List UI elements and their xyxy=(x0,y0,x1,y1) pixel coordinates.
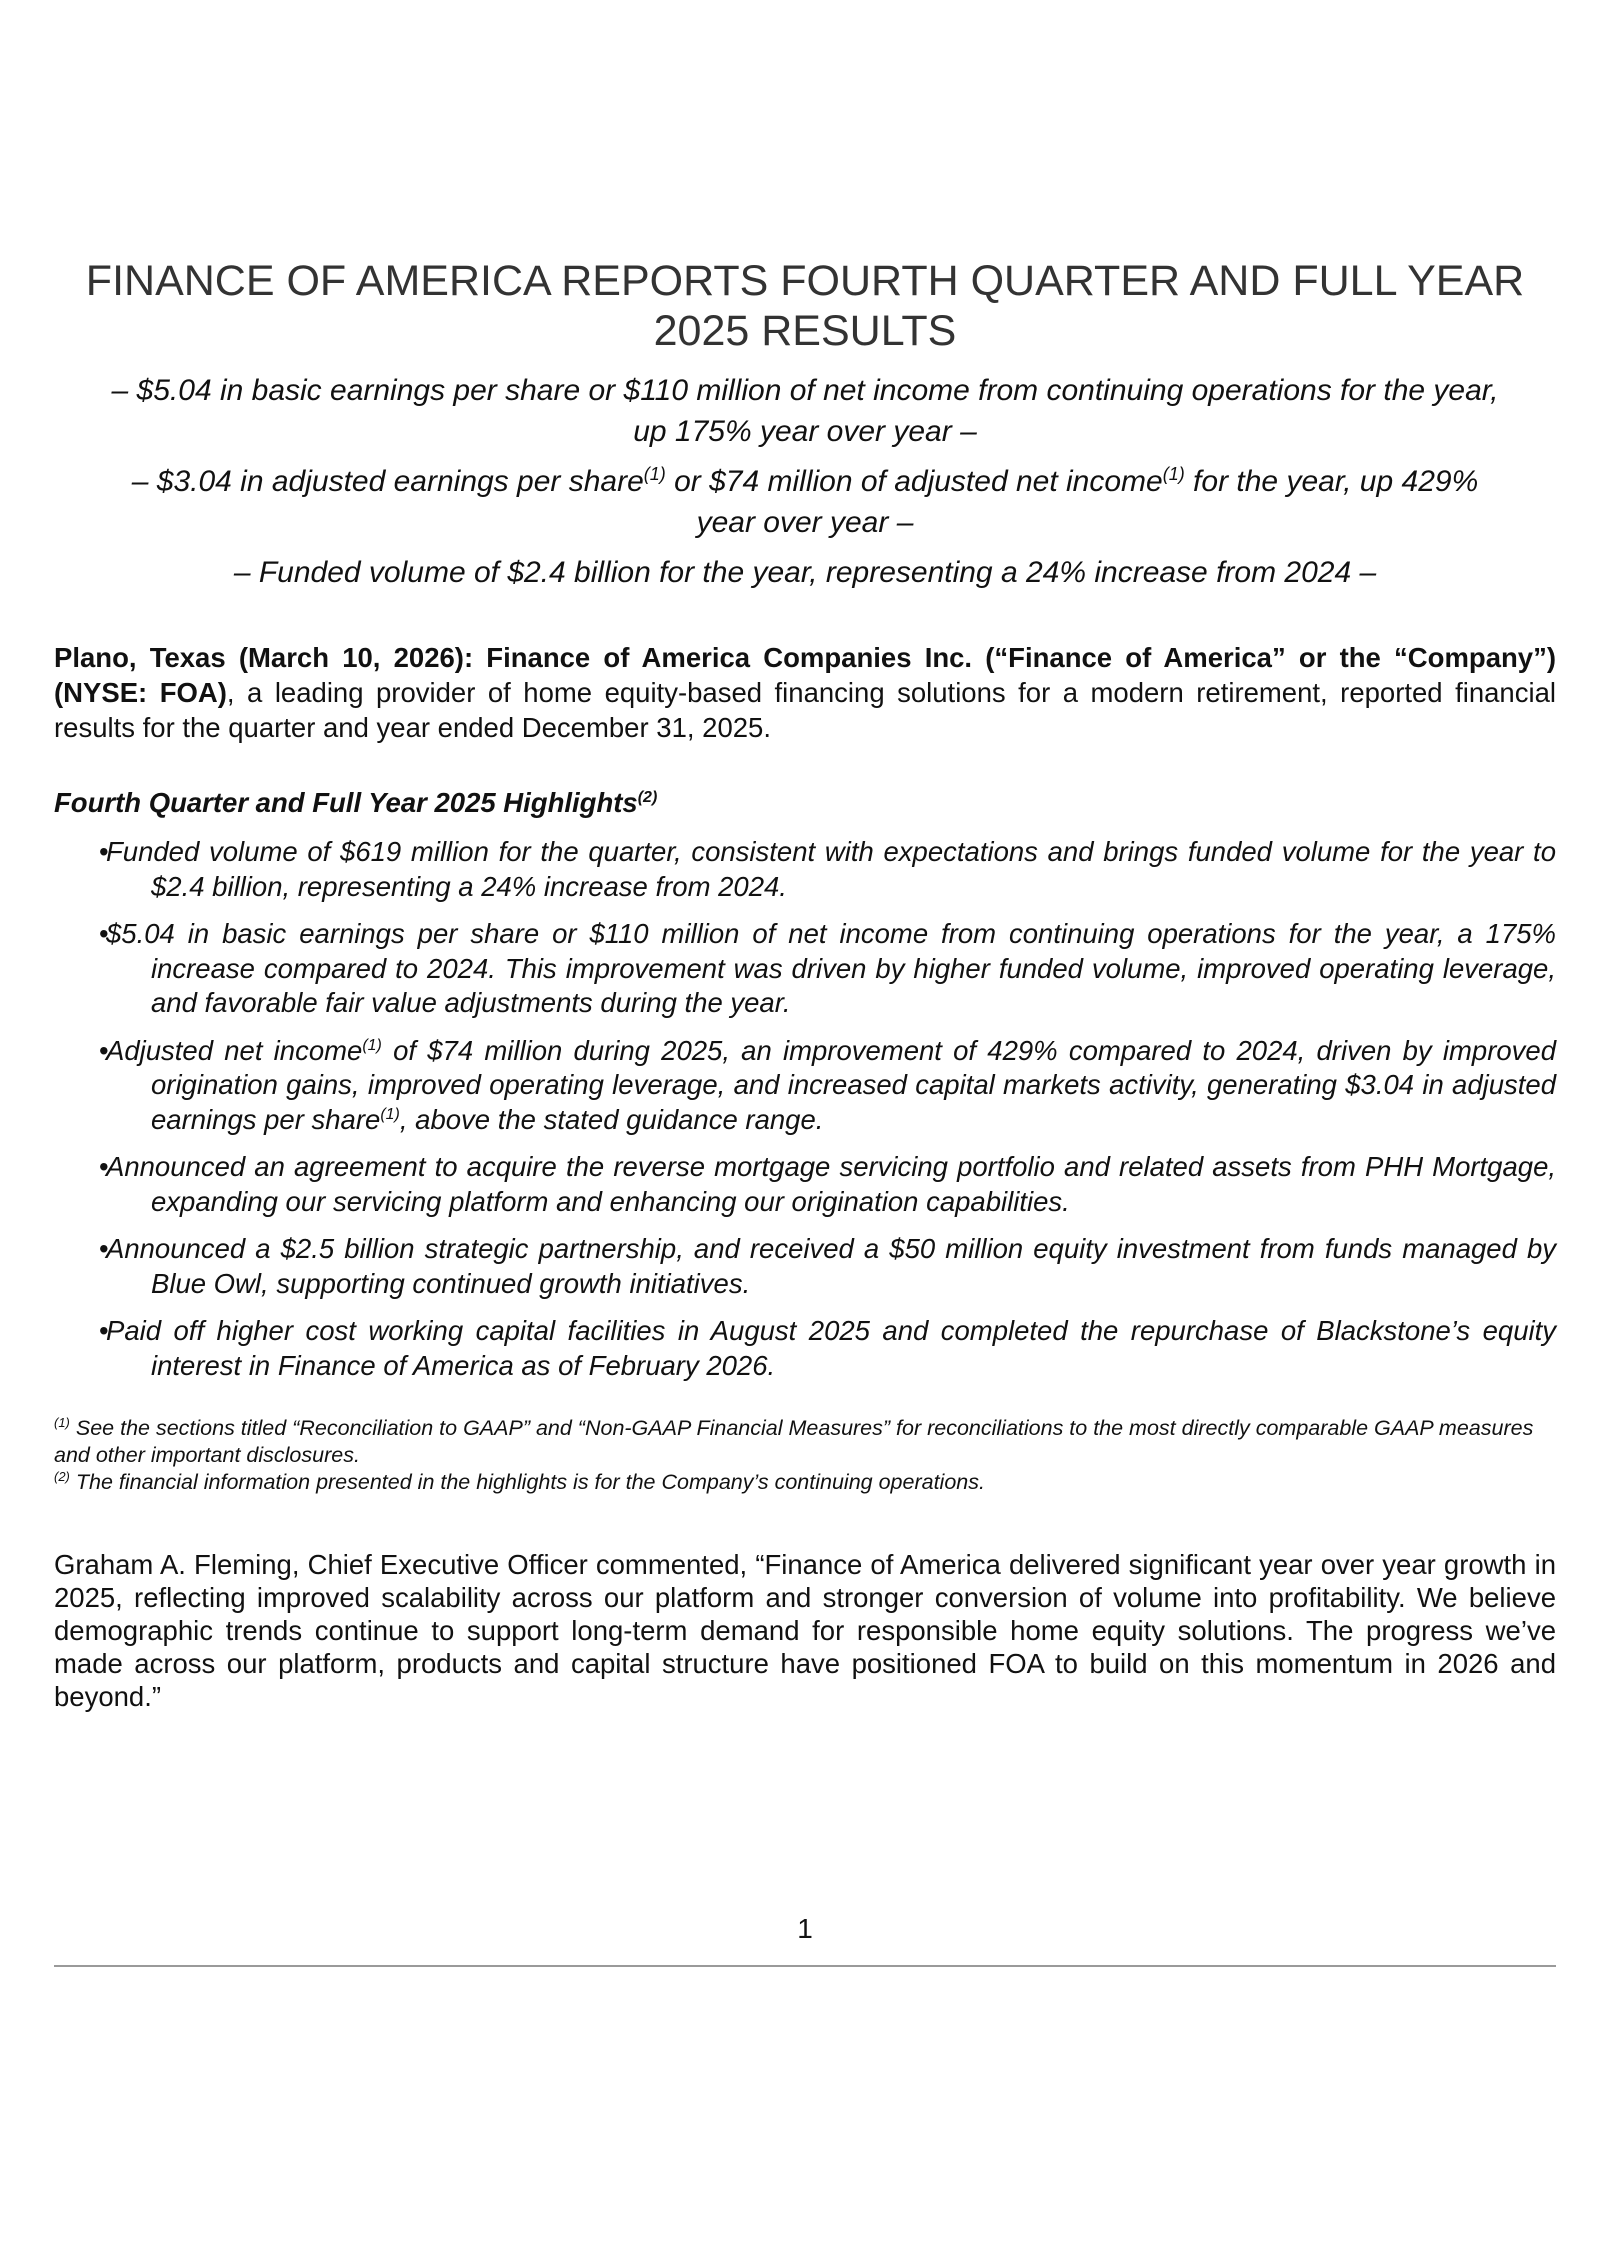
subheadline-adjusted-part-2: or $74 million of adjusted net income xyxy=(665,465,1163,498)
subheadline-adjusted-line-2: year over year – xyxy=(696,506,914,539)
footnote-text: The financial information presented in the highlights is for the Company’s continuing operations. xyxy=(69,1470,985,1494)
footnote-ref: (1) xyxy=(380,1105,400,1123)
footnote-1 xyxy=(54,1415,1556,1469)
ceo-quote-paragraph: Graham A. Fleming, Chief Executive Officer commented, “Finance of America delivered significant year over year growth in 2025, reflecting improved scalability across our platform and stronger conversion of volume into profitability. We believe demographic trends continue to support long-term demand for responsible home equity solutions. The progress we’ve made across our platform, products and capital structure have positioned FOA to build on this momentum in 2026 and beyond.” xyxy=(54,1549,1556,1712)
title-line-2: 2025 RESULTS xyxy=(653,307,957,355)
subheadline-adjusted-part-3: for the year, up 429% xyxy=(1184,465,1479,498)
dateline: Plano, Texas (March 10, 2026): Finance of America Companies Inc. (“Finance of America” or the “Company”) (NYSE: FOA) xyxy=(54,642,1556,708)
highlight-text: Announced a $2.5 billion strategic partnership, and received a $50 million equity investment from funds managed by Blue Owl, supporting continued growth initiatives. xyxy=(106,1233,1556,1299)
footer-divider xyxy=(54,1965,1556,1967)
highlight-item xyxy=(54,1232,1556,1301)
bullet-icon: • xyxy=(99,1151,109,1182)
footnote-ref: (1) xyxy=(1162,464,1185,484)
highlight-item xyxy=(54,1314,1556,1383)
subheadline-adjusted-part-1: – $3.04 in adjusted earnings per share xyxy=(131,465,644,498)
footnote-ref: (1) xyxy=(362,1036,382,1054)
highlight-text: $5.04 in basic earnings per share or $110 million of net income from continuing operations for the year, a 175% increase compared to 2024. This improvement was driven by higher funded volume, improved operating leverage, and favorable fair value adjustments during the year. xyxy=(106,918,1556,1018)
subheadline-eps-line-2: up 175% year over year – xyxy=(633,415,977,448)
bullet-icon: • xyxy=(99,1315,109,1346)
title-line-1: FINANCE OF AMERICA REPORTS FOURTH QUARTER AND FULL YEAR xyxy=(85,257,1525,305)
highlight-text: Funded volume of $619 million for the quarter, consistent with expectations and brings funded volume for the year to $2.4 billion, representing a 24% increase from 2024. xyxy=(106,836,1556,902)
footnote-ref: (1) xyxy=(643,464,666,484)
bullet-icon: • xyxy=(99,1034,109,1066)
subheadline-eps-line-1: – $5.04 in basic earnings per share or $110 million of net income from continuing operations for the year, xyxy=(111,374,1499,407)
bullet-icon: • xyxy=(99,836,109,867)
subheadline-eps xyxy=(54,370,1556,452)
highlight-item xyxy=(54,835,1556,904)
press-release-title xyxy=(54,256,1556,356)
page-number: 1 xyxy=(797,1913,813,1944)
footnote-ref: (2) xyxy=(637,788,658,806)
highlight-item xyxy=(54,1150,1556,1219)
highlight-text: Paid off higher cost working capital facilities in August 2025 and completed the repurchase of Blackstone’s equity interest in Finance of America as of February 2026. xyxy=(106,1315,1556,1381)
intro-text: , a leading provider of home equity-based financing solutions for a modern retirement, reported financial results for the quarter and year ended December 31, 2025. xyxy=(54,677,1556,743)
subheadline-funded-volume: – Funded volume of $2.4 billion for the year, representing a 24% increase from 2024 – xyxy=(233,556,1377,589)
footnote-text: See the sections titled “Reconciliation to GAAP” and “Non-GAAP Financial Measures” for reconciliations to the most directly comparable GAAP measures and other important disclosures. xyxy=(54,1416,1534,1467)
document-page xyxy=(54,0,1556,2264)
highlight-text: Adjusted net income xyxy=(106,1034,363,1066)
subheadline-adjusted xyxy=(54,461,1556,543)
highlight-item xyxy=(54,917,1556,1021)
footnotes xyxy=(54,1415,1556,1496)
highlight-text: Announced an agreement to acquire the reverse mortgage servicing portfolio and related assets from PHH Mortgage, expanding our servicing platform and enhancing our origination capabilities. xyxy=(106,1151,1556,1217)
highlight-text: of $74 million during 2025, an improvement of 429% compared to 2024, driven by improved origination gains, improved operating leverage, and increased capital markets activity, generating $3.04 in adjusted earnings per share xyxy=(151,1034,1556,1135)
highlight-item xyxy=(54,1034,1556,1138)
footnote-marker: (2) xyxy=(54,1468,70,1484)
intro-paragraph xyxy=(54,640,1556,745)
highlights-heading xyxy=(54,785,657,821)
footnote-2 xyxy=(54,1469,1556,1496)
subheadlines xyxy=(54,370,1556,602)
bullet-icon: • xyxy=(99,1233,109,1264)
highlight-text: , above the stated guidance range. xyxy=(399,1103,824,1135)
highlights-heading-text: Fourth Quarter and Full Year 2025 Highlights xyxy=(54,787,638,818)
footnote-marker: (1) xyxy=(54,1414,70,1430)
highlights-list xyxy=(54,835,1556,1396)
bullet-icon: • xyxy=(99,918,109,949)
